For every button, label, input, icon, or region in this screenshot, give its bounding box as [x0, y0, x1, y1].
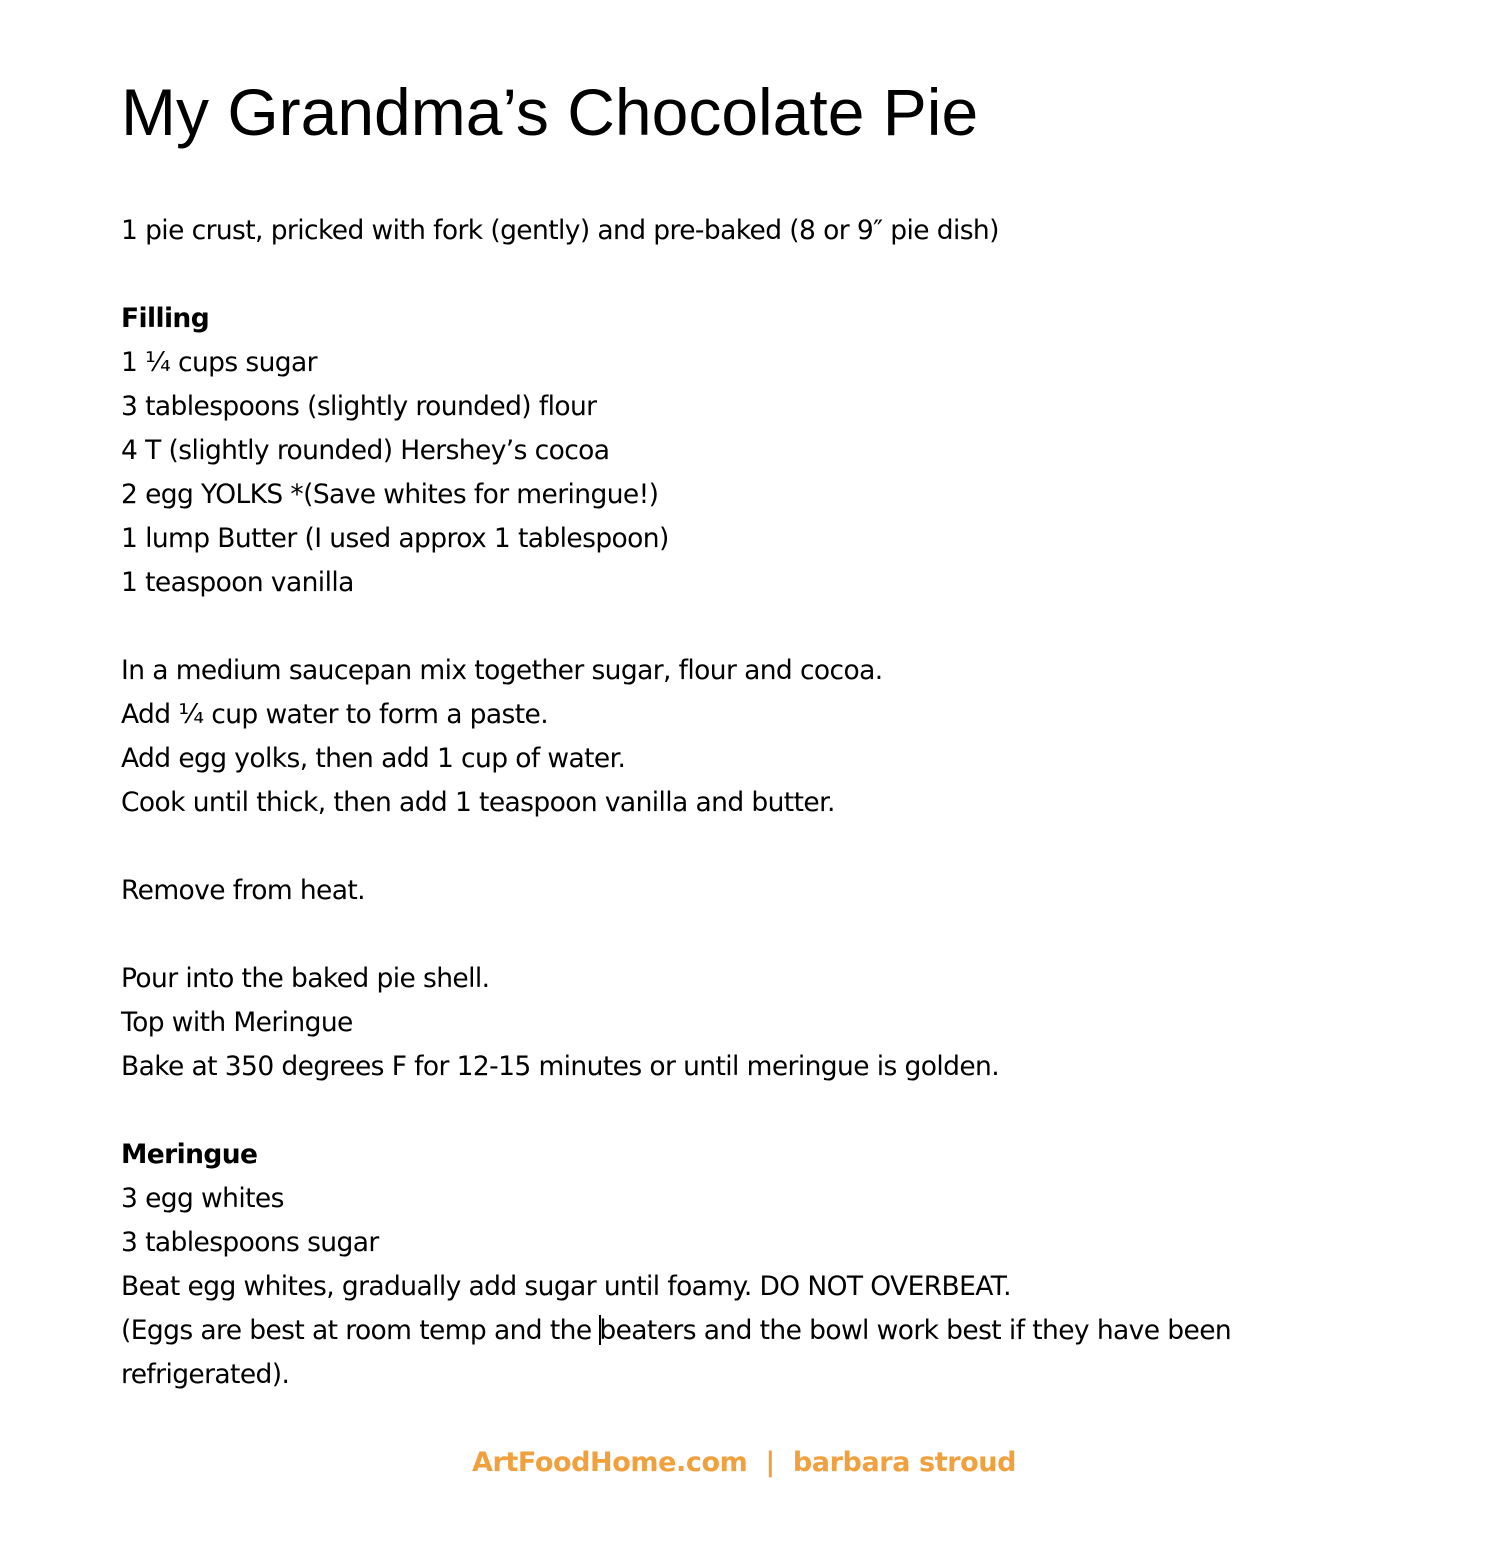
step-line: Bake at 350 degrees F for 12-15 minutes or until meringue is golden.: [121, 1051, 1000, 1082]
crust-line: [121, 209, 999, 253]
footer-separator: |: [765, 1447, 775, 1478]
meringue-section: [121, 1133, 1381, 1397]
step-line: Add egg yolks, then add 1 cup of water.: [121, 743, 626, 774]
filling-heading: Filling: [121, 303, 210, 334]
note-text-before-caret: (Eggs are best at room temp and the: [121, 1315, 600, 1346]
ingredient-line: 2 egg YOLKS *(Save whites for meringue!): [121, 479, 659, 510]
crust-text: 1 pie crust, pricked with fork (gently) and pre-baked (8 or 9″ pie dish): [121, 215, 999, 246]
meringue-line: 3 tablespoons sugar: [121, 1227, 379, 1258]
footer-site: ArtFoodHome.com: [471, 1447, 748, 1478]
step-line: Pour into the baked pie shell.: [121, 963, 490, 994]
steps-section: [121, 649, 883, 825]
footer-credit: [0, 1441, 1488, 1485]
note-text-after-caret: beaters and the bowl work best if they have been refrigerated).: [121, 1315, 1232, 1390]
step-line: Add ¼ cup water to form a paste.: [121, 699, 549, 730]
meringue-line: Beat egg whites, gradually add sugar until foamy. DO NOT OVERBEAT.: [121, 1271, 1012, 1302]
ingredient-line: 3 tablespoons (slightly rounded) flour: [121, 391, 597, 422]
ingredient-line: 1 lump Butter (I used approx 1 tablespoon): [121, 523, 669, 554]
meringue-note[interactable]: [121, 1309, 1381, 1397]
meringue-line: 3 egg whites: [121, 1183, 284, 1214]
footer-author: barbara stroud: [792, 1447, 1017, 1478]
step-line: In a medium saucepan mix together sugar, flour and cocoa.: [121, 655, 883, 686]
remove-section: [121, 869, 365, 913]
ingredient-line: 1 ¼ cups sugar: [121, 347, 317, 378]
step-line: Top with Meringue: [121, 1007, 353, 1038]
filling-section: [121, 297, 669, 605]
step-line: Remove from heat.: [121, 875, 366, 906]
recipe-title: My Grandma’s Chocolate Pie: [121, 75, 979, 149]
step-line: Cook until thick, then add 1 teaspoon vanilla and butter.: [121, 787, 835, 818]
ingredient-line: 4 T (slightly rounded) Hershey’s cocoa: [121, 435, 610, 466]
finish-section: [121, 957, 999, 1089]
ingredient-line: 1 teaspoon vanilla: [121, 567, 354, 598]
meringue-heading: Meringue: [121, 1139, 258, 1170]
